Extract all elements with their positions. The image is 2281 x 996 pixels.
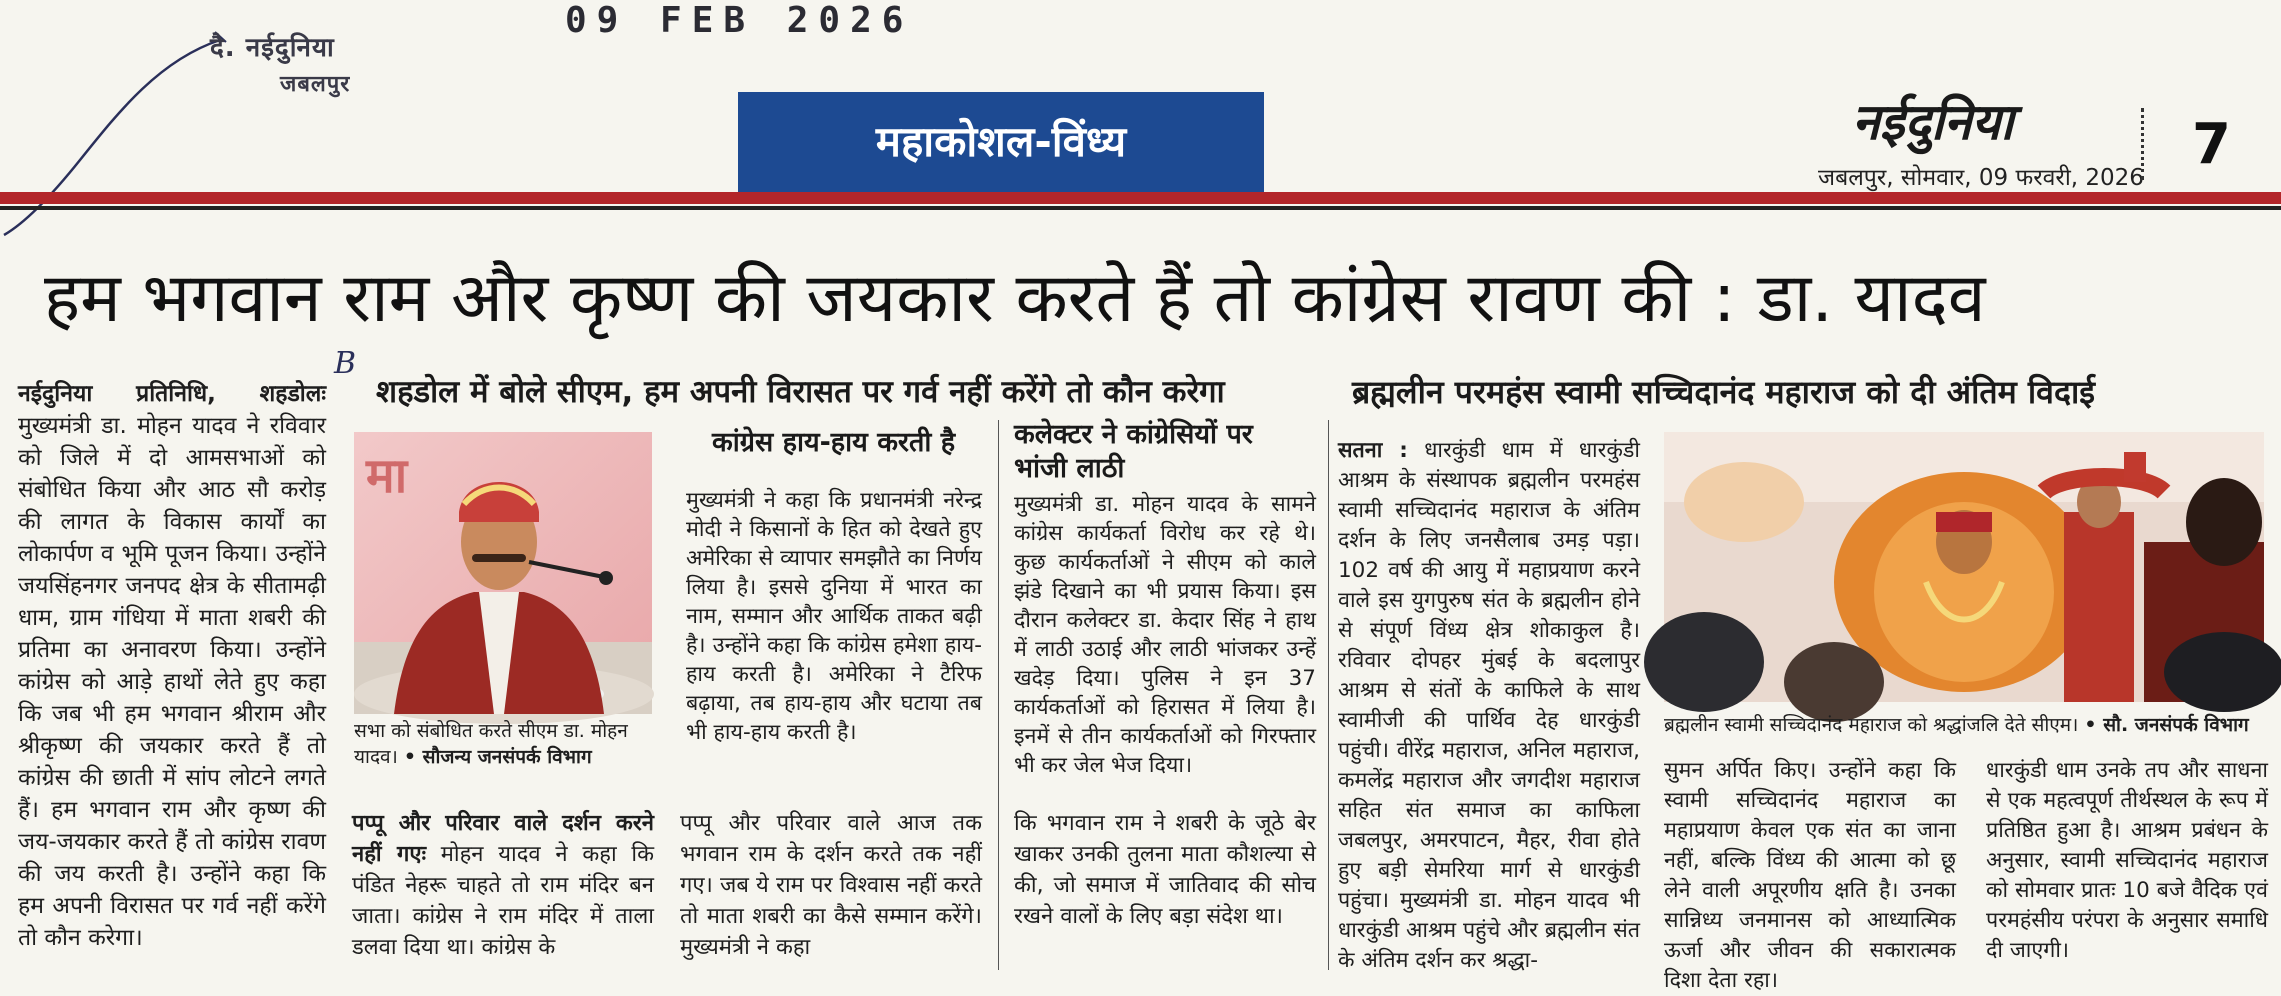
main-col-1 (18, 378, 326, 970)
date-stamp: 09 FEB 2026 (565, 0, 914, 41)
pageno-divider (2141, 108, 2144, 180)
handwritten-mark: B (334, 346, 357, 381)
story-separator (1328, 420, 1329, 970)
side-col-1 (1338, 436, 1641, 973)
main-photo (354, 432, 652, 714)
cm-speaking-photo (354, 432, 652, 714)
main-col-4: कि भगवान राम ने शबरी के जूठे बेर खाकर उनकी तुलना माता कौशल्या से की, जो समाज में जातिवाद की सोच रखने वालों के लिए बड़ा संदेश था। (1014, 811, 1316, 929)
main-photo-caption-text: सभा को संबोधित करते सीएम डा. मोहन यादव। (354, 720, 628, 768)
box1-text: मुख्यमंत्री ने कहा कि प्रधानमंत्री नरेन्द्र मोदी ने किसानों के हित को देखते हुए अमेरिका से व्यापार समझौते का निर्णय लिया है। इससे दुनिया में भारत का नाम, सम्मान और आर्थिक ताकत बढ़ी है। उन्होंने कहा कि कांग्रेस हमेशा हाय-हाय करती है। अमेरिका ने टैरिफ बढ़ाया, तब हाय-हाय और घटाया तब भी हाय-हाय करती है। (686, 488, 982, 745)
main-subheadline: शहडोल में बोले सीएम, हम अपनी विरासत पर गर्व नहीं करेंगे तो कौन करेगा (376, 374, 1225, 410)
box1-heading: कांग्रेस हाय-हाय करती है (712, 427, 956, 458)
main-col-2-lead: पप्पू और परिवार वाले दर्शन करने नहीं गएः (352, 811, 654, 867)
side-headline: ब्रह्मलीन परमहंस स्वामी सच्चिदानंद महाराज को दी अंतिम विदाई (1352, 373, 2095, 411)
funeral-tribute-photo (1664, 432, 2264, 702)
main-photo-caption (354, 718, 654, 770)
main-col-1-text: मुख्यमंत्री डा. मोहन यादव ने रविवार को जिले में दो आमसभाओं को संबोधित किया और आठ सौ करोड़ की लागत के विकास कार्यों का लोकार्पण व भूमि पूजन किया। उन्होंने जयसिंहनगर जनपद क्षेत्र के सीतामढ़ी धाम, ग्राम गंधिया में माता शबरी की प्रतिमा का अनावरण किया। उन्होंने कांग्रेस को आड़े हाथों लेते हुए कहा कि जब भी हम भगवान श्रीराम और श्रीकृष्ण की जयकार करते हैं तो कांग्रेस की छाती में सांप लोटने लगते हैं। हम भगवान राम और कृष्ण की जय-जयकार करते हैं तो कांग्रेस रावण की जय करती है। उन्होंने कहा कि हम अपनी विरासत पर गर्व नहीं करेंगे तो कौन करेगा। (18, 413, 326, 951)
clipping-source (210, 28, 350, 98)
box2-heading: कलेक्टर ने कांग्रेसियों पर भांजी लाठी (1014, 419, 1253, 484)
main-headline: हम भगवान राम और कृष्ण की जयकार करते हैं तो कांग्रेस रावण की : डा. यादव (44, 259, 1986, 338)
main-photo-credit-text: सौजन्य जनसंपर्क विभाग (422, 746, 592, 768)
svg-text:मा: मा (366, 448, 408, 504)
main-col-2-text: मोहन यादव ने कहा कि पंडित नेहरू चाहते तो राम मंदिर बन जाता। कांग्रेस ने राम मंदिर में ताला डलवा दिया था। कांग्रेस के (352, 842, 654, 960)
side-photo-credit: • सौ. जनसंपर्क विभाग (2084, 714, 2249, 736)
side-col-1-text: धारकुंडी धाम में धारकुंडी आश्रम के संस्थापक ब्रह्मलीन परमहंस स्वामी सच्चिदानंद महाराज के अंतिम दर्शन के लिए जनसैलाब उमड़ पड़ा। 102 वर्ष की आयु में महाप्रयाण करने वाले इस युगपुरुष संत के ब्रह्मलीन होने से संपूर्ण विंध्य क्षेत्र शोकाकुल है। रविवार दोपहर मुंबई के बदलापुर आश्रम से संतों के काफिले के साथ स्वामीजी की पार्थिव देह धारकुंडी पहुंची। वीरेंद्र महाराज, अनिल महाराज, कमलेंद्र महाराज और जगदीश महाराज सहित संत समाज का काफिला जबलपुर, अमरपाटन, मैहर, रीवा होते हुए बड़ी सेमरिया मार्ग से धारकुंडी पहुंचा। मुख्यमंत्री डा. मोहन यादव भी धारकुंडी आश्रम पहुंचे और ब्रह्मलीन संत के अंतिम दर्शन कर श्रद्धा- (1338, 438, 1641, 973)
side-photo-credit-text: सौ. जनसंपर्क विभाग (2103, 714, 2249, 736)
side-photo (1664, 432, 2264, 702)
column-separator (998, 420, 999, 970)
clipping-source-paper: दै. नईदुनिया (210, 33, 335, 63)
masthead-red-rule (0, 192, 2281, 204)
section-banner: महाकोशल-विंध्य (738, 92, 1264, 192)
main-col-1-lead: नईदुनिया प्रतिनिधि, शहडोलः (18, 381, 326, 407)
pen-stroke-mark (0, 20, 230, 250)
side-photo-caption (1664, 712, 2274, 738)
box2-text: मुख्यमंत्री डा. मोहन यादव के सामने कांग्रेस कार्यकर्ता विरोध कर रहे थे। कुछ कार्यकर्ताओं ने सीएम को काले झंडे दिखाने का भी प्रयास किया। इस दौरान कलेक्टर डा. केदार सिंह ने हाथ में लाठी उठाई और लाठी भांजकर उन्हें खदेड़ दिया। पुलिस ने इन 37 कार्यकर्ताओं को हिरासत में लिया है। इनमें से तीन कार्यकर्ताओं को गिरफ्तार भी कर जेल भेज दिया। (1014, 492, 1316, 778)
masthead-black-rule (0, 206, 2281, 210)
main-photo-credit: • सौजन्य जनसंपर्क विभाग (403, 746, 592, 768)
side-col-2: सुमन अर्पित किए। उन्होंने कहा कि स्वामी सच्चिदानंद महाराज का महाप्रयाण केवल एक संत का जाना नहीं, बल्कि विंध्य की आत्मा को छू लेने वाली अपूरणीय क्षति है। उनका सान्निध्य जनमानस को आध्यात्मिक ऊर्जा और जीवन की सकारात्मक दिशा देता रहा। (1664, 758, 1956, 993)
dateline: जबलपुर, सोमवार, 09 फरवरी, 2026 (1818, 165, 2144, 191)
side-col-3: धारकुंडी धाम उनके तप और साधना से एक महत्वपूर्ण तीर्थस्थल के रूप में प्रतिष्ठित हुआ है। आश्रम प्रबंधन के अनुसार, स्वामी सच्चिदानंद महाराज को सोमवार प्रातः 10 बजे वैदिक एवं परमहंसीय परंपरा के अनुसार समाधि दी जाएगी। (1986, 758, 2268, 963)
main-col-3: पप्पू और परिवार वाले आज तक भगवान राम के दर्शन करते तक नहीं गए। जब ये राम पर विश्वास नहीं करते तो माता शबरी का कैसे सम्मान करेंगे। मुख्यमंत्री ने कहा (680, 811, 982, 960)
brand-logo: नईदुनिया (1852, 93, 2014, 151)
clipping-source-city: जबलपुर (280, 72, 351, 97)
side-col-1-lead: सतना : (1338, 438, 1408, 463)
side-photo-caption-text: ब्रह्मलीन स्वामी सच्चिदानंद महाराज को श्रद्धांजलि देते सीएम। (1664, 714, 2079, 736)
main-col-2 (352, 808, 654, 970)
page-number: 7 (2192, 112, 2231, 177)
